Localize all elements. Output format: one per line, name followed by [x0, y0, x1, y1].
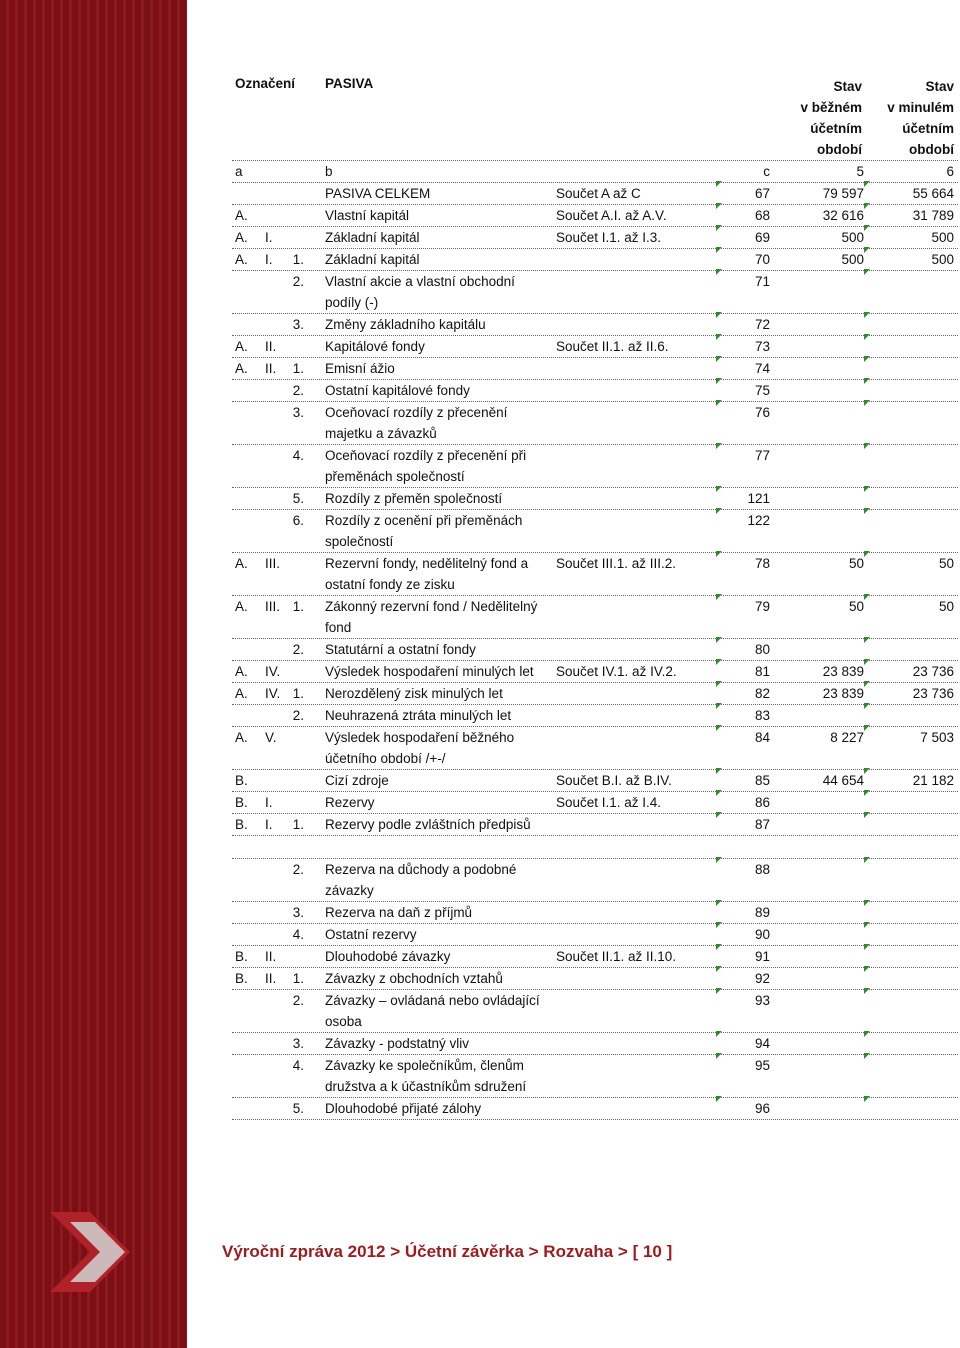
cell-marker-icon — [716, 812, 722, 818]
row-item: 1. — [292, 971, 304, 986]
row-previous-value: 50 — [938, 556, 954, 571]
row-group: I. — [265, 817, 273, 832]
row-item: 1. — [292, 599, 304, 614]
row-class: A. — [235, 664, 248, 679]
cell-marker-icon — [864, 269, 870, 275]
row-name: Závazky – ovládaná nebo ovládající osoba — [325, 993, 540, 1029]
cell-marker-icon — [716, 594, 722, 600]
row-line-number: 91 — [754, 949, 770, 964]
row-current-value: 50 — [848, 556, 864, 571]
table-row — [232, 336, 958, 358]
cell-marker-icon — [716, 922, 722, 928]
row-name: Cizí zdroje — [325, 773, 389, 788]
row-item: 5. — [292, 491, 304, 506]
cell-marker-icon — [716, 443, 722, 449]
row-group: II. — [265, 339, 277, 354]
row-previous-value: 7 503 — [920, 730, 954, 745]
table-row — [232, 902, 958, 924]
cell-marker-icon — [716, 181, 722, 187]
row-line-number: 93 — [754, 993, 770, 1008]
row-name: Neuhrazená ztráta minulých let — [325, 708, 512, 723]
cell-marker-icon — [716, 400, 722, 406]
cell-marker-icon — [716, 900, 722, 906]
row-line-number: 86 — [754, 795, 770, 810]
cell-marker-icon — [864, 768, 870, 774]
row-group: IV. — [265, 686, 281, 701]
row-item: 4. — [292, 1058, 304, 1073]
row-current-value: 23 839 — [822, 664, 864, 679]
table-row — [232, 705, 958, 727]
row-class: B. — [235, 817, 248, 832]
cell-marker-icon — [716, 966, 722, 972]
row-line-number: 85 — [754, 773, 770, 788]
row-previous-value: 31 789 — [912, 208, 954, 223]
cell-marker-icon — [716, 857, 722, 863]
row-item: 3. — [292, 405, 304, 420]
row-line-number: 94 — [754, 1036, 770, 1051]
row-line-number: 79 — [754, 599, 770, 614]
row-sum-formula: Součet II.1. až II.10. — [556, 949, 677, 964]
row-group: I. — [265, 252, 273, 267]
row-name: Rezervy — [325, 795, 375, 810]
row-previous-value: 23 736 — [912, 664, 954, 679]
table-row — [232, 402, 958, 445]
cell-marker-icon — [864, 334, 870, 340]
cell-marker-icon — [864, 812, 870, 818]
cell-marker-icon — [716, 356, 722, 362]
row-class: B. — [235, 971, 248, 986]
row-line-number: 78 — [754, 556, 770, 571]
table-row — [232, 510, 958, 553]
cell-marker-icon — [864, 944, 870, 950]
cell-marker-icon — [864, 988, 870, 994]
row-name: Nerozdělený zisk minulých let — [325, 686, 503, 701]
row-class: B. — [235, 795, 248, 810]
row-previous-value: 55 664 — [912, 186, 954, 201]
row-name: Výsledek hospodaření běžného účetního období /+-/ — [325, 730, 515, 766]
row-group: IV. — [265, 664, 281, 679]
row-line-number: 83 — [754, 708, 770, 723]
cell-marker-icon — [864, 486, 870, 492]
row-item: 4. — [292, 448, 304, 463]
row-line-number: 95 — [754, 1058, 770, 1073]
row-sum-formula: Součet I.1. až I.3. — [556, 230, 662, 245]
table-row — [232, 1033, 958, 1055]
row-sum-formula: Součet I.1. až I.4. — [556, 795, 662, 810]
cell-marker-icon — [716, 790, 722, 796]
cell-marker-icon — [716, 269, 722, 275]
table-row — [232, 249, 958, 271]
table-row — [232, 488, 958, 510]
cell-marker-icon — [716, 703, 722, 709]
row-line-number: 75 — [754, 383, 770, 398]
table-row — [232, 814, 958, 836]
row-current-value: 50 — [848, 599, 864, 614]
table-row — [232, 183, 958, 205]
letter-b: b — [325, 164, 333, 179]
row-sum-formula: Součet II.1. až II.6. — [556, 339, 669, 354]
row-class: A. — [235, 230, 248, 245]
table-row — [232, 1055, 958, 1098]
cell-marker-icon — [864, 551, 870, 557]
row-class: A. — [235, 361, 248, 376]
cell-marker-icon — [864, 181, 870, 187]
row-current-value: 500 — [841, 252, 864, 267]
row-line-number: 81 — [754, 664, 770, 679]
sidebar-stripe — [0, 0, 187, 1348]
row-name: PASIVA CELKEM — [325, 186, 431, 201]
cell-marker-icon — [716, 486, 722, 492]
row-name: Rezervní fondy, nedělitelný fond a ostatní fondy ze zisku — [325, 556, 529, 592]
row-name: Dlouhodobé přijaté zálohy — [325, 1101, 482, 1116]
row-class: A. — [235, 556, 248, 571]
row-sum-formula: Součet A.I. až A.V. — [556, 208, 667, 223]
letter-c: c — [763, 164, 770, 179]
row-name: Dlouhodobé závazky — [325, 949, 451, 964]
table-row — [232, 639, 958, 661]
row-current-value: 32 616 — [822, 208, 864, 223]
row-line-number: 76 — [754, 405, 770, 420]
cell-marker-icon — [716, 1031, 722, 1037]
row-sum-formula: Součet B.I. až B.IV. — [556, 773, 672, 788]
cell-marker-icon — [716, 225, 722, 231]
row-name: Vlastní kapitál — [325, 208, 410, 223]
cell-marker-icon — [716, 681, 722, 687]
cell-marker-icon — [864, 1096, 870, 1102]
row-previous-value: 500 — [931, 252, 954, 267]
table-row — [232, 968, 958, 990]
row-line-number: 96 — [754, 1101, 770, 1116]
cell-marker-icon — [716, 551, 722, 557]
row-item: 2. — [292, 993, 304, 1008]
row-line-number: 72 — [754, 317, 770, 332]
row-previous-value: 500 — [931, 230, 954, 245]
row-line-number: 69 — [754, 230, 770, 245]
row-previous-value: 50 — [938, 599, 954, 614]
table-row — [232, 661, 958, 683]
row-name: Ostatní kapitálové fondy — [325, 383, 470, 398]
cell-marker-icon — [864, 966, 870, 972]
row-previous-value: 23 736 — [912, 686, 954, 701]
cell-marker-icon — [864, 508, 870, 514]
row-group: I. — [265, 795, 273, 810]
row-line-number: 67 — [754, 186, 770, 201]
table-body — [232, 183, 958, 1120]
row-item: 2. — [292, 274, 304, 289]
row-line-number: 74 — [754, 361, 770, 376]
cell-marker-icon — [864, 659, 870, 665]
row-class: B. — [235, 773, 248, 788]
row-class: A. — [235, 252, 248, 267]
cell-marker-icon — [864, 443, 870, 449]
row-line-number: 89 — [754, 905, 770, 920]
row-class: A. — [235, 686, 248, 701]
row-name: Závazky z obchodních vztahů — [325, 971, 503, 986]
cell-marker-icon — [864, 225, 870, 231]
row-item: 1. — [292, 361, 304, 376]
row-line-number: 87 — [754, 817, 770, 832]
table-row — [232, 380, 958, 402]
row-class: A. — [235, 730, 248, 745]
row-name: Emisní ážio — [325, 361, 395, 376]
row-name: Kapitálové fondy — [325, 339, 425, 354]
table-row — [232, 859, 958, 902]
row-item: 3. — [292, 317, 304, 332]
row-item: 2. — [292, 862, 304, 877]
row-item: 2. — [292, 383, 304, 398]
cell-marker-icon — [864, 900, 870, 906]
row-group: III. — [265, 599, 281, 614]
row-current-value: 23 839 — [822, 686, 864, 701]
table-row — [232, 553, 958, 596]
row-name: Změny základního kapitálu — [325, 317, 486, 332]
cell-marker-icon — [864, 378, 870, 384]
table-row — [232, 946, 958, 968]
cell-marker-icon — [864, 703, 870, 709]
row-name: Oceňovací rozdíly z přecenění majetku a závazků — [325, 405, 508, 441]
row-sum-formula: Součet III.1. až III.2. — [556, 556, 677, 571]
row-name: Rozdíly z přeměn společností — [325, 491, 503, 506]
page-footer: Výroční zpráva 2012 > Účetní závěrka > Rozvaha > [ 10 ] — [222, 1242, 673, 1261]
row-group: I. — [265, 230, 273, 245]
cell-marker-icon — [864, 790, 870, 796]
table-row — [232, 1098, 958, 1120]
cell-marker-icon — [716, 725, 722, 731]
table-row — [232, 314, 958, 336]
table-row — [232, 271, 958, 314]
row-item: 1. — [292, 817, 304, 832]
row-class: A. — [235, 599, 248, 614]
row-name: Rozdíly z ocenění při přeměnách společností — [325, 513, 523, 549]
row-item: 5. — [292, 1101, 304, 1116]
table-row — [232, 596, 958, 639]
cell-marker-icon — [864, 247, 870, 253]
cell-marker-icon — [716, 1096, 722, 1102]
row-line-number: 70 — [754, 252, 770, 267]
row-sum-formula: Součet IV.1. až IV.2. — [556, 664, 677, 679]
row-item: 2. — [292, 642, 304, 657]
row-class: A. — [235, 208, 248, 223]
table-row — [232, 227, 958, 249]
row-name: Rezervy podle zvláštních předpisů — [325, 817, 531, 832]
header-title: PASIVA — [325, 76, 374, 91]
row-sum-formula: Součet A až C — [556, 186, 641, 201]
cell-marker-icon — [716, 334, 722, 340]
row-name: Základní kapitál — [325, 252, 420, 267]
cell-marker-icon — [716, 768, 722, 774]
cell-marker-icon — [864, 312, 870, 318]
cell-marker-icon — [716, 988, 722, 994]
cell-marker-icon — [864, 356, 870, 362]
chevron-logo-icon — [50, 1212, 130, 1292]
row-line-number: 122 — [747, 513, 770, 528]
row-class: A. — [235, 339, 248, 354]
table-row — [232, 727, 958, 770]
row-line-number: 92 — [754, 971, 770, 986]
row-group: III. — [265, 556, 281, 571]
row-item: 1. — [292, 252, 304, 267]
row-name: Statutární a ostatní fondy — [325, 642, 476, 657]
cell-marker-icon — [716, 1053, 722, 1059]
row-name: Rezerva na daň z příjmů — [325, 905, 473, 920]
row-name: Zákonný rezervní fond / Nedělitelný fond — [325, 599, 538, 635]
row-group: V. — [265, 730, 277, 745]
row-line-number: 82 — [754, 686, 770, 701]
row-name: Ostatní rezervy — [325, 927, 417, 942]
header-code: Označení — [235, 76, 296, 91]
cell-marker-icon — [716, 659, 722, 665]
cell-marker-icon — [864, 637, 870, 643]
cell-marker-icon — [864, 1053, 870, 1059]
row-name: Vlastní akcie a vlastní obchodní podíly (-) — [325, 274, 515, 310]
table-row — [232, 358, 958, 380]
row-current-value: 79 597 — [822, 186, 864, 201]
letter-row — [232, 161, 958, 183]
row-line-number: 84 — [754, 730, 770, 745]
row-name: Základní kapitál — [325, 230, 420, 245]
table-row — [232, 990, 958, 1033]
cell-marker-icon — [716, 637, 722, 643]
row-previous-value: 21 182 — [912, 773, 954, 788]
balance-sheet-table — [232, 72, 958, 1120]
row-name: Oceňovací rozdíly z přecenění při přeměnách společností — [325, 448, 527, 484]
cell-marker-icon — [864, 594, 870, 600]
row-item: 4. — [292, 927, 304, 942]
cell-marker-icon — [864, 203, 870, 209]
row-item: 3. — [292, 1036, 304, 1051]
table-row — [232, 924, 958, 946]
cell-marker-icon — [864, 400, 870, 406]
table-row — [232, 792, 958, 814]
row-item: 3. — [292, 905, 304, 920]
row-name: Závazky ke společníkům, členům družstva a k účastníkům sdružení — [325, 1058, 527, 1094]
table-row — [232, 445, 958, 488]
row-current-value: 8 227 — [830, 730, 864, 745]
cell-marker-icon — [716, 378, 722, 384]
cell-marker-icon — [716, 203, 722, 209]
header-previous-period: Stav v minulém účetním období — [887, 79, 954, 157]
row-current-value: 500 — [841, 230, 864, 245]
row-line-number: 121 — [747, 491, 770, 506]
cell-marker-icon — [716, 508, 722, 514]
table-header — [232, 72, 958, 161]
letter-5: 5 — [856, 164, 864, 179]
row-line-number: 71 — [754, 274, 770, 289]
row-item: 1. — [292, 686, 304, 701]
table-row — [232, 683, 958, 705]
cell-marker-icon — [864, 922, 870, 928]
cell-marker-icon — [864, 857, 870, 863]
table-gap — [232, 836, 958, 859]
row-line-number: 77 — [754, 448, 770, 463]
cell-marker-icon — [716, 247, 722, 253]
cell-marker-icon — [864, 681, 870, 687]
cell-marker-icon — [716, 312, 722, 318]
row-line-number: 73 — [754, 339, 770, 354]
row-item: 2. — [292, 708, 304, 723]
letter-a: a — [235, 164, 243, 179]
row-line-number: 80 — [754, 642, 770, 657]
row-group: II. — [265, 949, 277, 964]
row-line-number: 88 — [754, 862, 770, 877]
row-group: II. — [265, 971, 277, 986]
cell-marker-icon — [716, 944, 722, 950]
header-current-period: Stav v běžném účetním období — [800, 79, 862, 157]
table-row — [232, 205, 958, 227]
table-row — [232, 770, 958, 792]
row-line-number: 68 — [754, 208, 770, 223]
row-name: Závazky - podstatný vliv — [325, 1036, 470, 1051]
row-class: B. — [235, 949, 248, 964]
row-line-number: 90 — [754, 927, 770, 942]
row-name: Rezerva na důchody a podobné závazky — [325, 862, 517, 898]
row-name: Výsledek hospodaření minulých let — [325, 664, 534, 679]
row-group: II. — [265, 361, 277, 376]
cell-marker-icon — [864, 725, 870, 731]
letter-6: 6 — [946, 164, 954, 179]
cell-marker-icon — [864, 1031, 870, 1037]
row-item: 6. — [292, 513, 304, 528]
row-current-value: 44 654 — [822, 773, 864, 788]
